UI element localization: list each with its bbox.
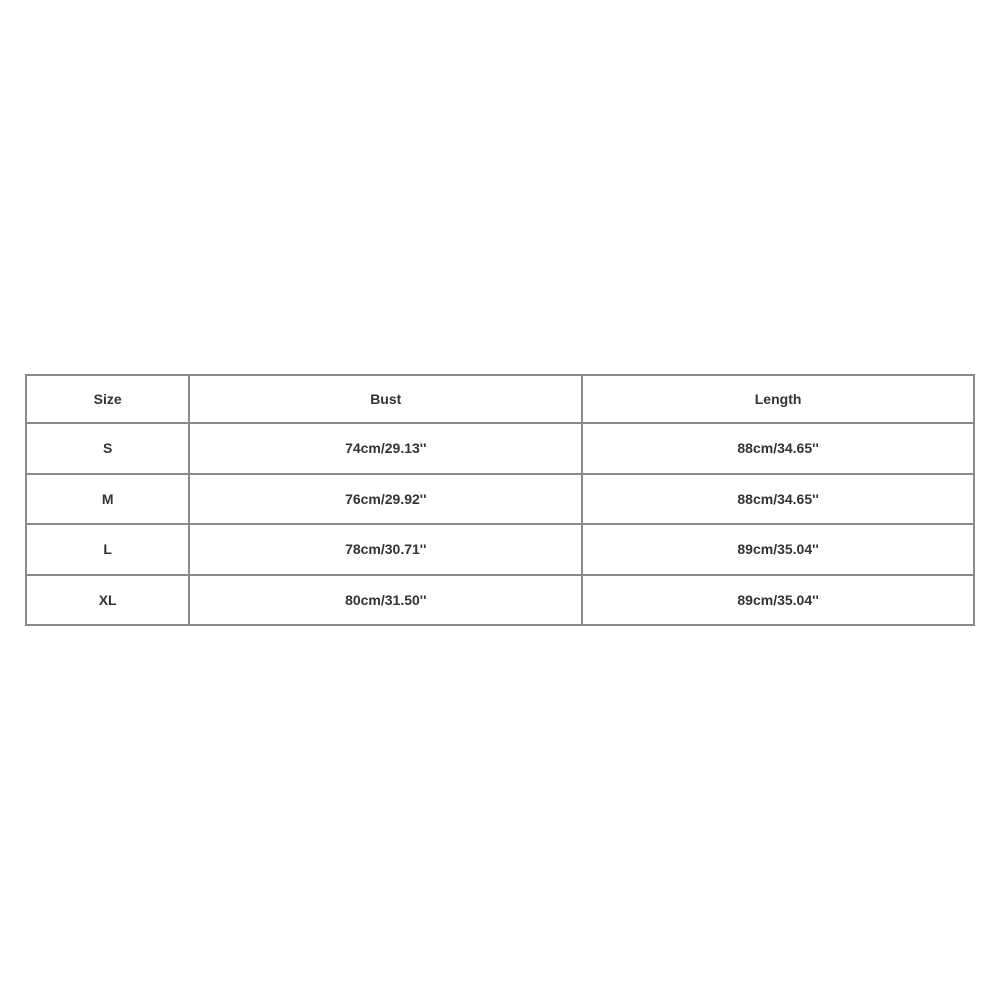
table-header — [26, 375, 974, 423]
cell-length: 89cm/35.04'' — [582, 524, 974, 575]
cell-size: L — [26, 524, 189, 575]
table-row — [26, 423, 974, 474]
cell-length: 89cm/35.04'' — [582, 575, 974, 626]
cell-bust: 80cm/31.50'' — [189, 575, 582, 626]
cell-size: XL — [26, 575, 189, 626]
cell-size: S — [26, 423, 189, 474]
cell-length: 88cm/34.65'' — [582, 423, 974, 474]
table-body — [26, 423, 974, 625]
cell-bust: 76cm/29.92'' — [189, 474, 582, 525]
table-row — [26, 524, 974, 575]
size-chart-table — [25, 374, 975, 626]
cell-bust: 78cm/30.71'' — [189, 524, 582, 575]
cell-size: M — [26, 474, 189, 525]
cell-length: 88cm/34.65'' — [582, 474, 974, 525]
header-row — [26, 375, 974, 423]
table-row — [26, 474, 974, 525]
table-row — [26, 575, 974, 626]
header-size: Size — [26, 375, 189, 423]
header-length: Length — [582, 375, 974, 423]
header-bust: Bust — [189, 375, 582, 423]
cell-bust: 74cm/29.13'' — [189, 423, 582, 474]
